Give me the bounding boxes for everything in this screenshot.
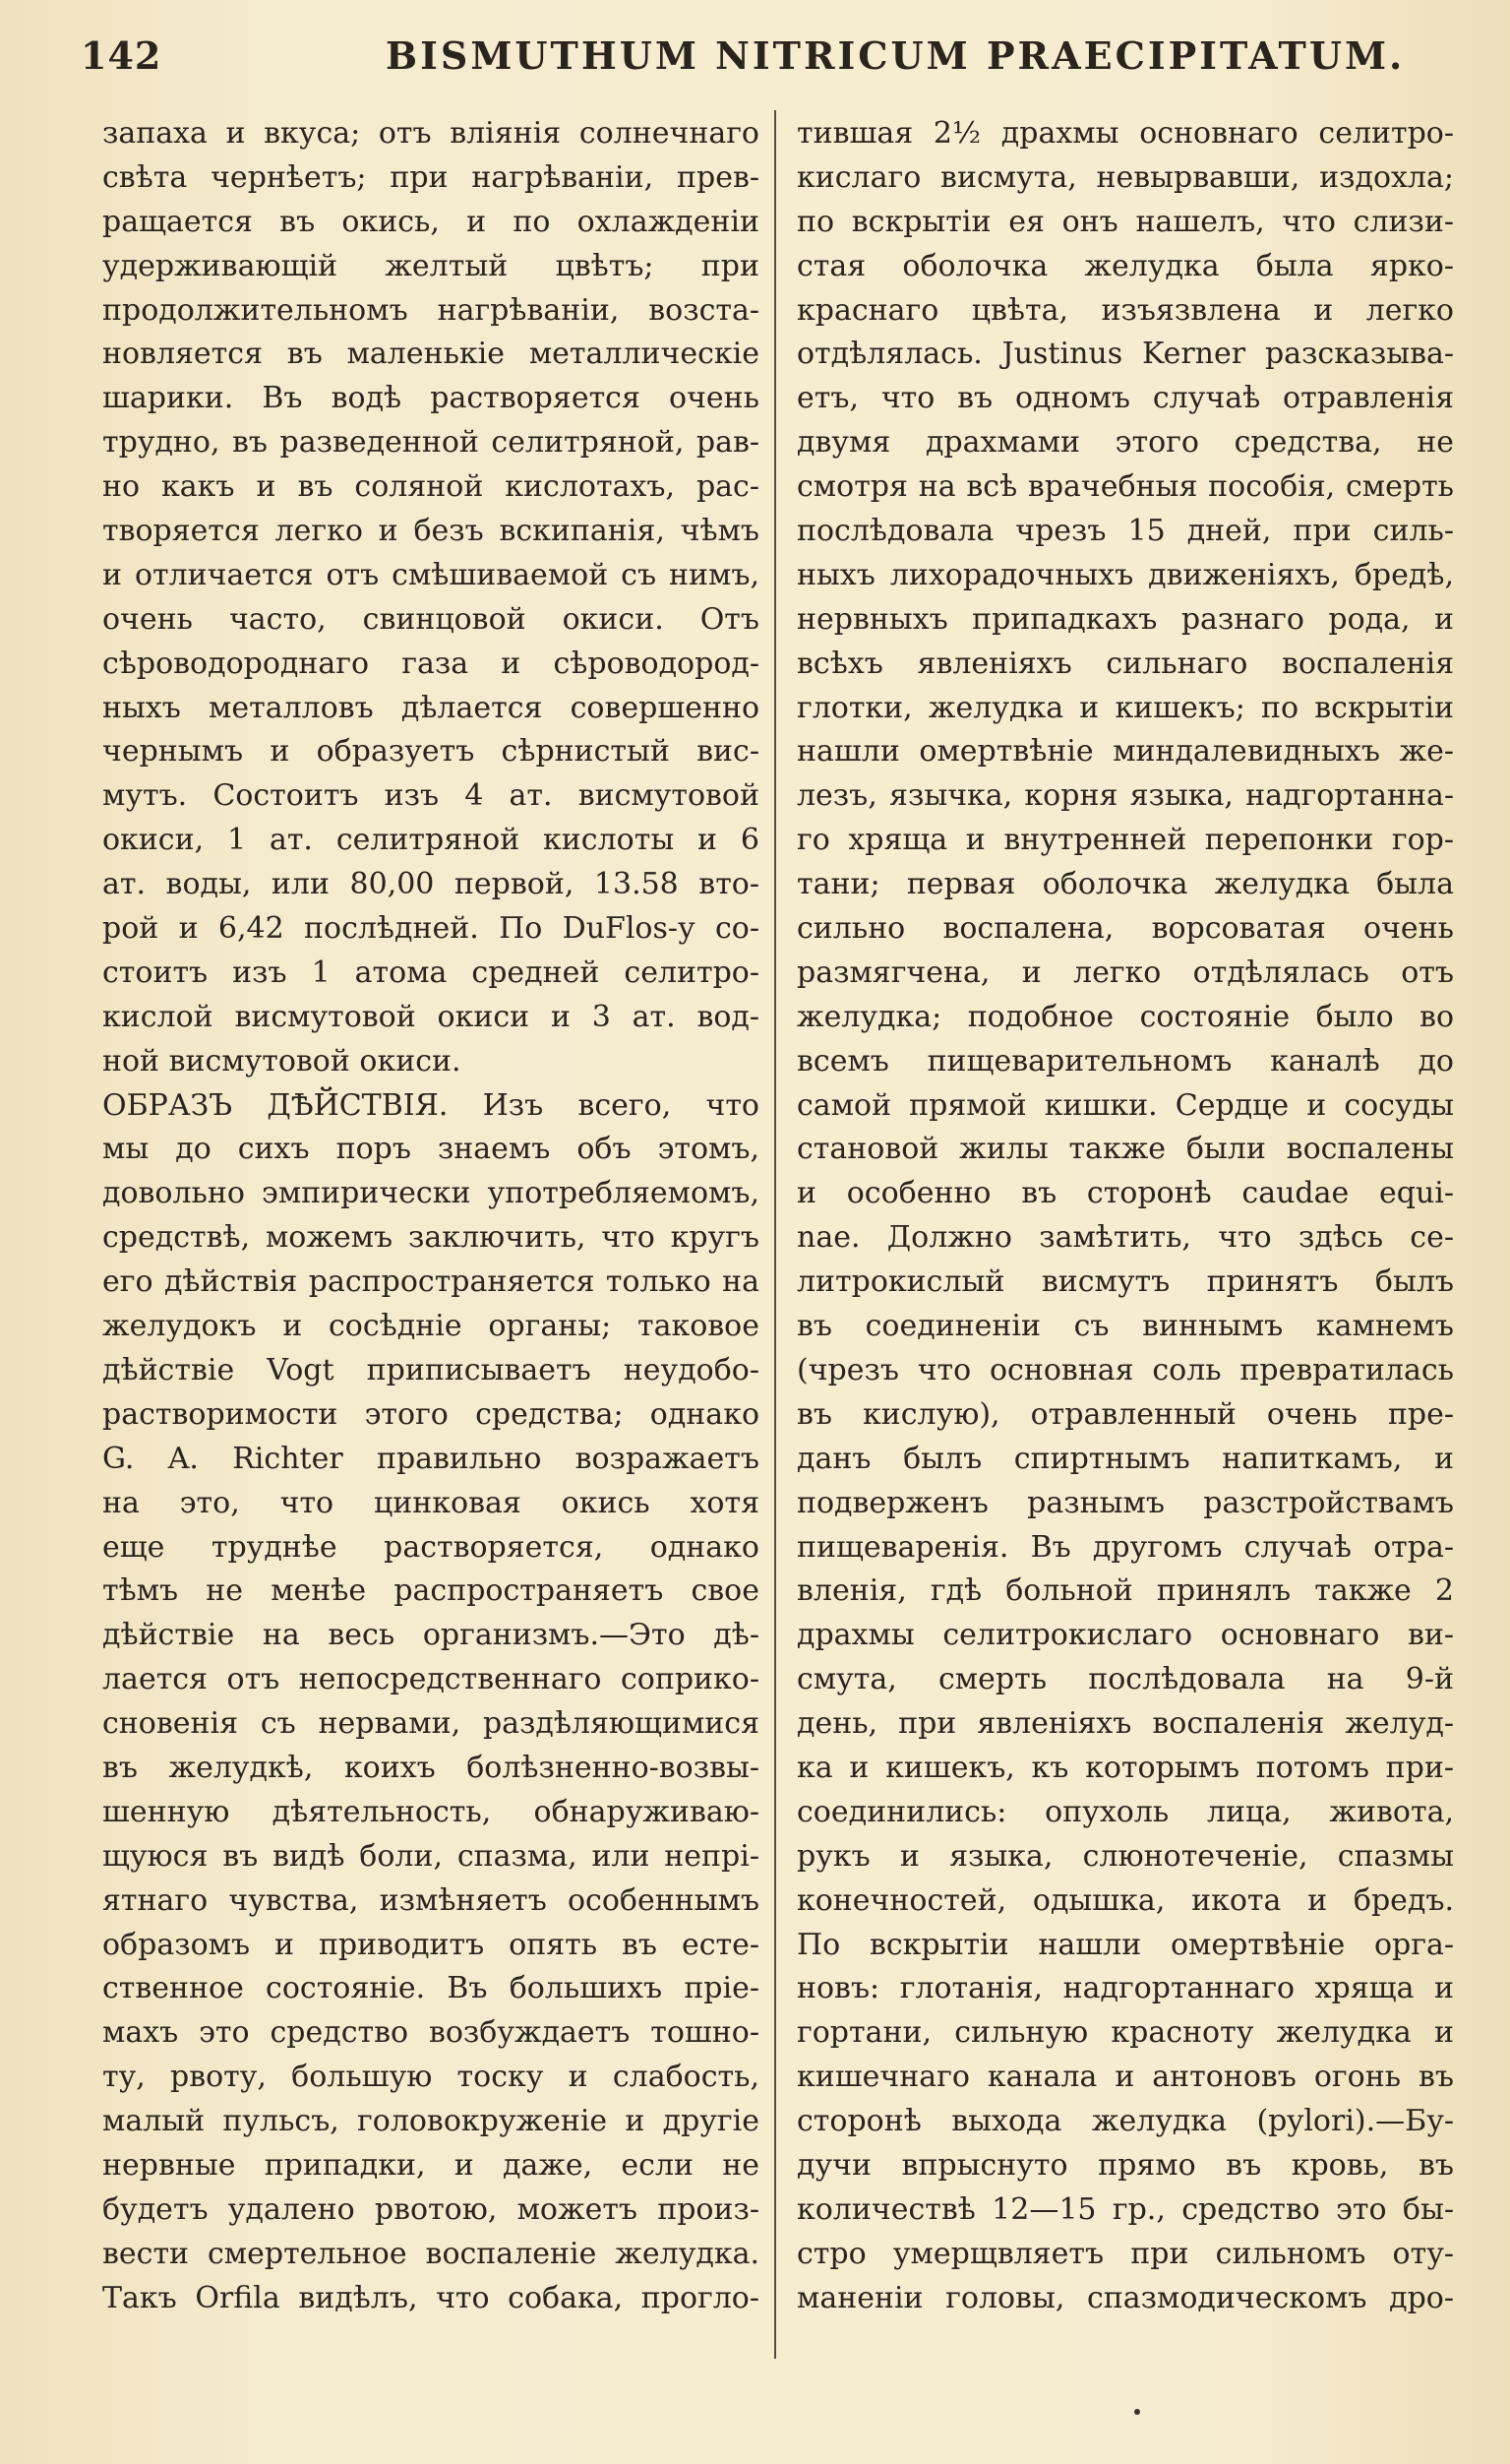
text-line: свѣта чернѣетъ; при нагрѣваніи, прев-	[102, 159, 759, 195]
text-line: и отличается отъ смѣшиваемой съ нимъ,	[102, 557, 759, 592]
text-line: его дѣйствія распространяется только на	[102, 1264, 759, 1300]
text-line: количествѣ 12—15 гр., средство это бы-	[797, 2191, 1454, 2227]
text-line: малый пульсъ, головокруженіе и другіе	[102, 2104, 759, 2139]
page-header	[81, 30, 1468, 79]
left-text-column	[102, 112, 759, 2321]
text-line: послѣдовала чрезъ 15 дней, при силь-	[797, 514, 1454, 549]
text-line: данъ былъ спиртнымъ напиткамъ, и	[797, 1441, 1454, 1476]
text-line: кишечнаго канала и антоновъ огонь въ	[797, 2060, 1454, 2095]
text-line: всѣхъ явленіяхъ сильнаго воспаленія	[797, 646, 1454, 681]
text-line: го хряща и внутренней перепонки гор-	[797, 823, 1454, 858]
text-line: творяется легко и безъ вскипанія, чѣмъ	[102, 514, 759, 549]
text-line: по вскрытіи ея онъ нашелъ, что слизи-	[797, 204, 1454, 239]
text-line: лезъ, язычка, корня языка, надгортанна-	[797, 778, 1454, 814]
text-line: желудокъ и сосѣдніе органы; таковое	[102, 1309, 759, 1344]
text-line: конечностей, одышка, икота и бредъ.	[797, 1882, 1454, 1918]
section-heading-line: ОБРАЗЪ ДѢЙСТВІЯ. Изъ всего, что	[102, 1087, 759, 1123]
text-line: ат. воды, или 80,00 первой, 13.58 вто-	[102, 867, 759, 902]
text-line: драхмы селитрокислаго основнаго ви-	[797, 1618, 1454, 1653]
text-line: сторонѣ выхода желудка (pylori).—Бу-	[797, 2104, 1454, 2139]
text-line: стро умерщвляетъ при сильномъ оту-	[797, 2236, 1454, 2271]
ink-dot-mark	[1134, 2409, 1140, 2415]
text-line: самой прямой кишки. Сердце и сосуды	[797, 1087, 1454, 1123]
text-line: ственное состояніе. Въ большихъ пріе-	[102, 1971, 759, 2006]
text-line: дѣйствіе на весь организмъ.—Это дѣ-	[102, 1618, 759, 1653]
text-line: ращается въ окись, и по охлажденіи	[102, 204, 759, 239]
text-line: удерживающій желтый цвѣтъ; при	[102, 248, 759, 283]
text-line: средствѣ, можемъ заключить, что кругъ	[102, 1220, 759, 1256]
text-line: nae. Должно замѣтить, что здѣсь се-	[797, 1220, 1454, 1256]
text-line: образомъ и приводитъ опять въ есте-	[102, 1927, 759, 1962]
text-line: смотря на всѣ врачебныя пособія, смерть	[797, 469, 1454, 505]
text-line: запаха и вкуса; отъ вліянія солнечнаго	[102, 116, 759, 151]
text-line: еще труднѣе растворяется, однако	[102, 1529, 759, 1565]
text-line: глотки, желудка и кишекъ; по вскрытіи	[797, 690, 1454, 725]
text-line: день, при явленіяхъ воспаленія желуд-	[797, 1706, 1454, 1742]
text-line: стая оболочка желудка была ярко-	[797, 248, 1454, 283]
text-line: новляется въ маленькіе металлическіе	[102, 337, 759, 372]
text-line: всемъ пищеварительномъ каналѣ до	[797, 1043, 1454, 1078]
text-line: въ желудкѣ, коихъ болѣзненно-возвы-	[102, 1750, 759, 1785]
text-line: щуюся въ видѣ боли, спазма, или непрі-	[102, 1838, 759, 1874]
text-line: на это, что цинковая окись хотя	[102, 1485, 759, 1520]
text-line: мы до сихъ поръ знаемъ объ этомъ,	[102, 1132, 759, 1167]
text-line: (чрезъ что основная соль превратилась	[797, 1352, 1454, 1387]
text-line: стоитъ изъ 1 атома средней селитро-	[102, 955, 759, 990]
text-line: литрокислый висмутъ принятъ былъ	[797, 1264, 1454, 1300]
text-line: отдѣлялась. Justinus Kerner разсказыва-	[797, 337, 1454, 372]
text-line: рой и 6,42 послѣдней. По DuFlos-у со-	[102, 911, 759, 947]
text-line: сновенія съ нервами, раздѣляющимися	[102, 1706, 759, 1742]
text-line: въ кислую), отравленный очень пре-	[797, 1396, 1454, 1432]
text-line: тани; первая оболочка желудка была	[797, 867, 1454, 902]
text-line: сѣроводороднаго газа и сѣроводород-	[102, 646, 759, 681]
text-line: вести смертельное воспаленіе желудка.	[102, 2236, 759, 2271]
text-line: трудно, въ разведенной селитряной, рав-	[102, 425, 759, 461]
text-line: ка и кишекъ, къ которымъ потомъ при-	[797, 1750, 1454, 1785]
text-line: окиси, 1 ат. селитряной кислоты и 6	[102, 823, 759, 858]
text-line: ятнаго чувства, измѣняетъ особеннымъ	[102, 1882, 759, 1918]
text-line: мутъ. Состоитъ изъ 4 ат. висмутовой	[102, 778, 759, 814]
text-line: подверженъ разнымъ разстройствамъ	[797, 1485, 1454, 1520]
text-line: гортани, сильную красноту желудка и	[797, 2015, 1454, 2051]
text-line: и особенно въ сторонѣ caudae equi-	[797, 1176, 1454, 1211]
text-line: растворимости этого средства; однако	[102, 1396, 759, 1432]
text-line: G. A. Richter правильно возражаетъ	[102, 1441, 759, 1476]
text-line: дѣйствіе Vogt приписываетъ неудобо-	[102, 1352, 759, 1387]
text-line: краснаго цвѣта, изъязвлена и легко	[797, 292, 1454, 328]
text-line: будетъ удалено рвотою, можетъ произ-	[102, 2191, 759, 2227]
text-line: кислаго висмута, невырвавши, издохла;	[797, 159, 1454, 195]
text-line: шенную дѣятельность, обнаруживаю-	[102, 1794, 759, 1829]
text-line: лается отъ непосредственнаго соприко-	[102, 1662, 759, 1697]
text-line: ту, рвоту, большую тоску и слабость,	[102, 2060, 759, 2095]
text-line: становой жилы также были воспалены	[797, 1132, 1454, 1167]
right-text-column	[797, 112, 1454, 2321]
text-line: дучи впрыснуто прямо въ кровь, въ	[797, 2147, 1454, 2183]
text-line: вленія, гдѣ больной принялъ также 2	[797, 1573, 1454, 1609]
text-line: двумя драхмами этого средства, не	[797, 425, 1454, 461]
text-line: По вскрытіи нашли омертвѣніе орга-	[797, 1927, 1454, 1962]
text-line: новъ: глотанія, надгортаннаго хряща и	[797, 1971, 1454, 2006]
text-line: въ соединеніи съ виннымъ камнемъ	[797, 1309, 1454, 1344]
text-line: чернымъ и образуетъ сѣрнистый вис-	[102, 734, 759, 770]
text-line: сильно воспалена, ворсоватая очень	[797, 911, 1454, 947]
text-line: Такъ Orfila видѣлъ, что собака, прогло-	[102, 2280, 759, 2315]
text-line: етъ, что въ одномъ случаѣ отравленія	[797, 381, 1454, 416]
text-line: кислой висмутовой окиси и 3 ат. вод-	[102, 999, 759, 1034]
text-line: нашли омертвѣніе миндалевидныхъ же-	[797, 734, 1454, 770]
text-line: очень часто, свинцовой окиси. Отъ	[102, 601, 759, 637]
text-line: нервные припадки, и даже, если не	[102, 2147, 759, 2183]
text-line: ныхъ металловъ дѣлается совершенно	[102, 690, 759, 725]
column-divider	[774, 110, 776, 2359]
page-number: 142	[81, 33, 162, 78]
text-line: продолжительномъ нагрѣваніи, возста-	[102, 292, 759, 328]
text-line: соединились: опухоль лица, живота,	[797, 1794, 1454, 1829]
text-line: маненіи головы, спазмодическомъ дро-	[797, 2280, 1454, 2315]
text-line: но какъ и въ соляной кислотахъ, рас-	[102, 469, 759, 505]
text-line: ныхъ лихорадочныхъ движеніяхъ, бредѣ,	[797, 557, 1454, 592]
text-line: тѣмъ не менѣе распространяетъ свое	[102, 1573, 759, 1609]
text-line: желудка; подобное состояніе было во	[797, 999, 1454, 1034]
text-line: тившая 2½ драхмы основнаго селитро-	[797, 116, 1454, 151]
running-title: BISMUTHUM NITRICUM PRAECIPITATUM.	[386, 33, 1406, 78]
text-line: пищеваренія. Въ другомъ случаѣ отра-	[797, 1529, 1454, 1565]
text-line: ной висмутовой окиси.	[102, 1043, 461, 1078]
text-line: смута, смерть послѣдовала на 9-й	[797, 1662, 1454, 1697]
text-line: нервныхъ припадкахъ разнаго рода, и	[797, 601, 1454, 637]
text-line: довольно эмпирически употребляемомъ,	[102, 1176, 759, 1211]
text-line: размягчена, и легко отдѣлялась отъ	[797, 955, 1454, 990]
text-line: махъ это средство возбуждаетъ тошно-	[102, 2015, 759, 2051]
text-line: шарики. Въ водѣ растворяется очень	[102, 381, 759, 416]
text-line: рукъ и языка, слюнотеченіе, спазмы	[797, 1838, 1454, 1874]
